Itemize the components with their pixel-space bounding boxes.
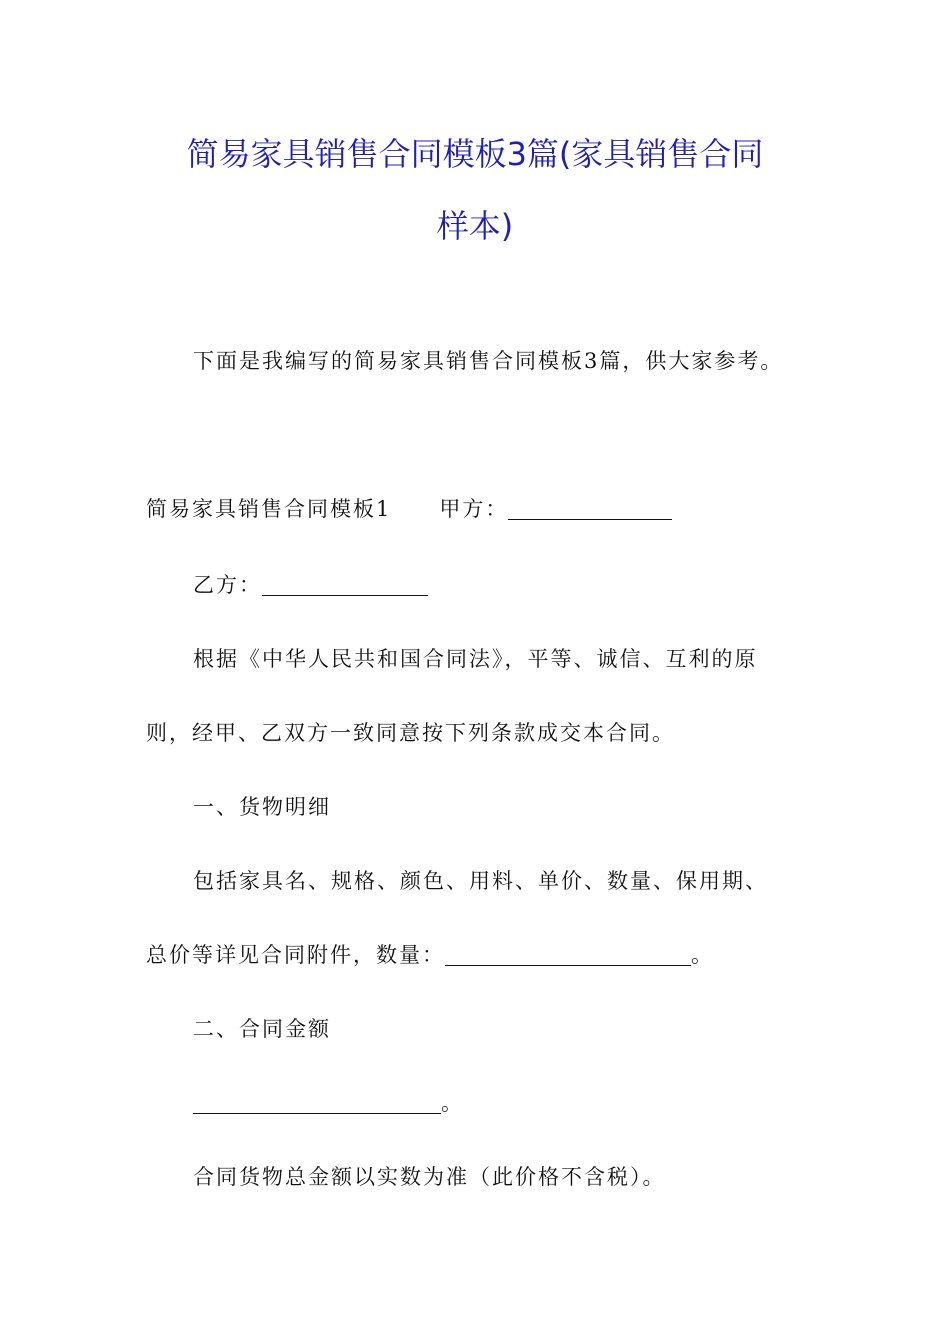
amount-row [193,1088,464,1118]
quantity-period: 。 [691,943,714,967]
document-title-line-2: 样本) [436,207,514,245]
total-amount-note: 合同货物总金额以实数为准（此价格不含税）。 [193,1165,666,1189]
template-1-heading: 简易家具销售合同模板1 [146,497,392,521]
party-b-label: 乙方： [193,573,262,597]
amount-blank [193,1091,441,1114]
party-a-label: 甲方： [439,497,509,521]
amount-period: 。 [441,1091,464,1115]
template-1-heading-row [146,494,672,524]
quantity-label: 总价等详见合同附件，数量： [146,943,445,967]
section-1-paragraph-line-1: 包括家具名、规格、颜色、用料、单价、数量、保用期、 [193,869,768,893]
basis-paragraph-line-2: 则，经甲、乙双方一致同意按下列条款成交本合同。 [146,721,675,745]
party-a-blank [508,497,672,520]
section-1-paragraph-line-2 [146,940,714,970]
intro-paragraph: 下面是我编写的简易家具销售合同模板3篇，供大家参考。 [193,349,784,373]
party-b-row [193,570,428,600]
basis-paragraph-line-1: 根据《中华人民共和国合同法》，平等、诚信、互利的原 [193,647,758,671]
section-2-title: 二、合同金额 [193,1017,331,1041]
document-title-line-1: 简易家具销售合同模板3篇(家具销售合同 [186,135,764,173]
party-b-blank [262,573,428,596]
quantity-blank [445,943,691,966]
section-1-title: 一、货物明细 [193,795,331,819]
